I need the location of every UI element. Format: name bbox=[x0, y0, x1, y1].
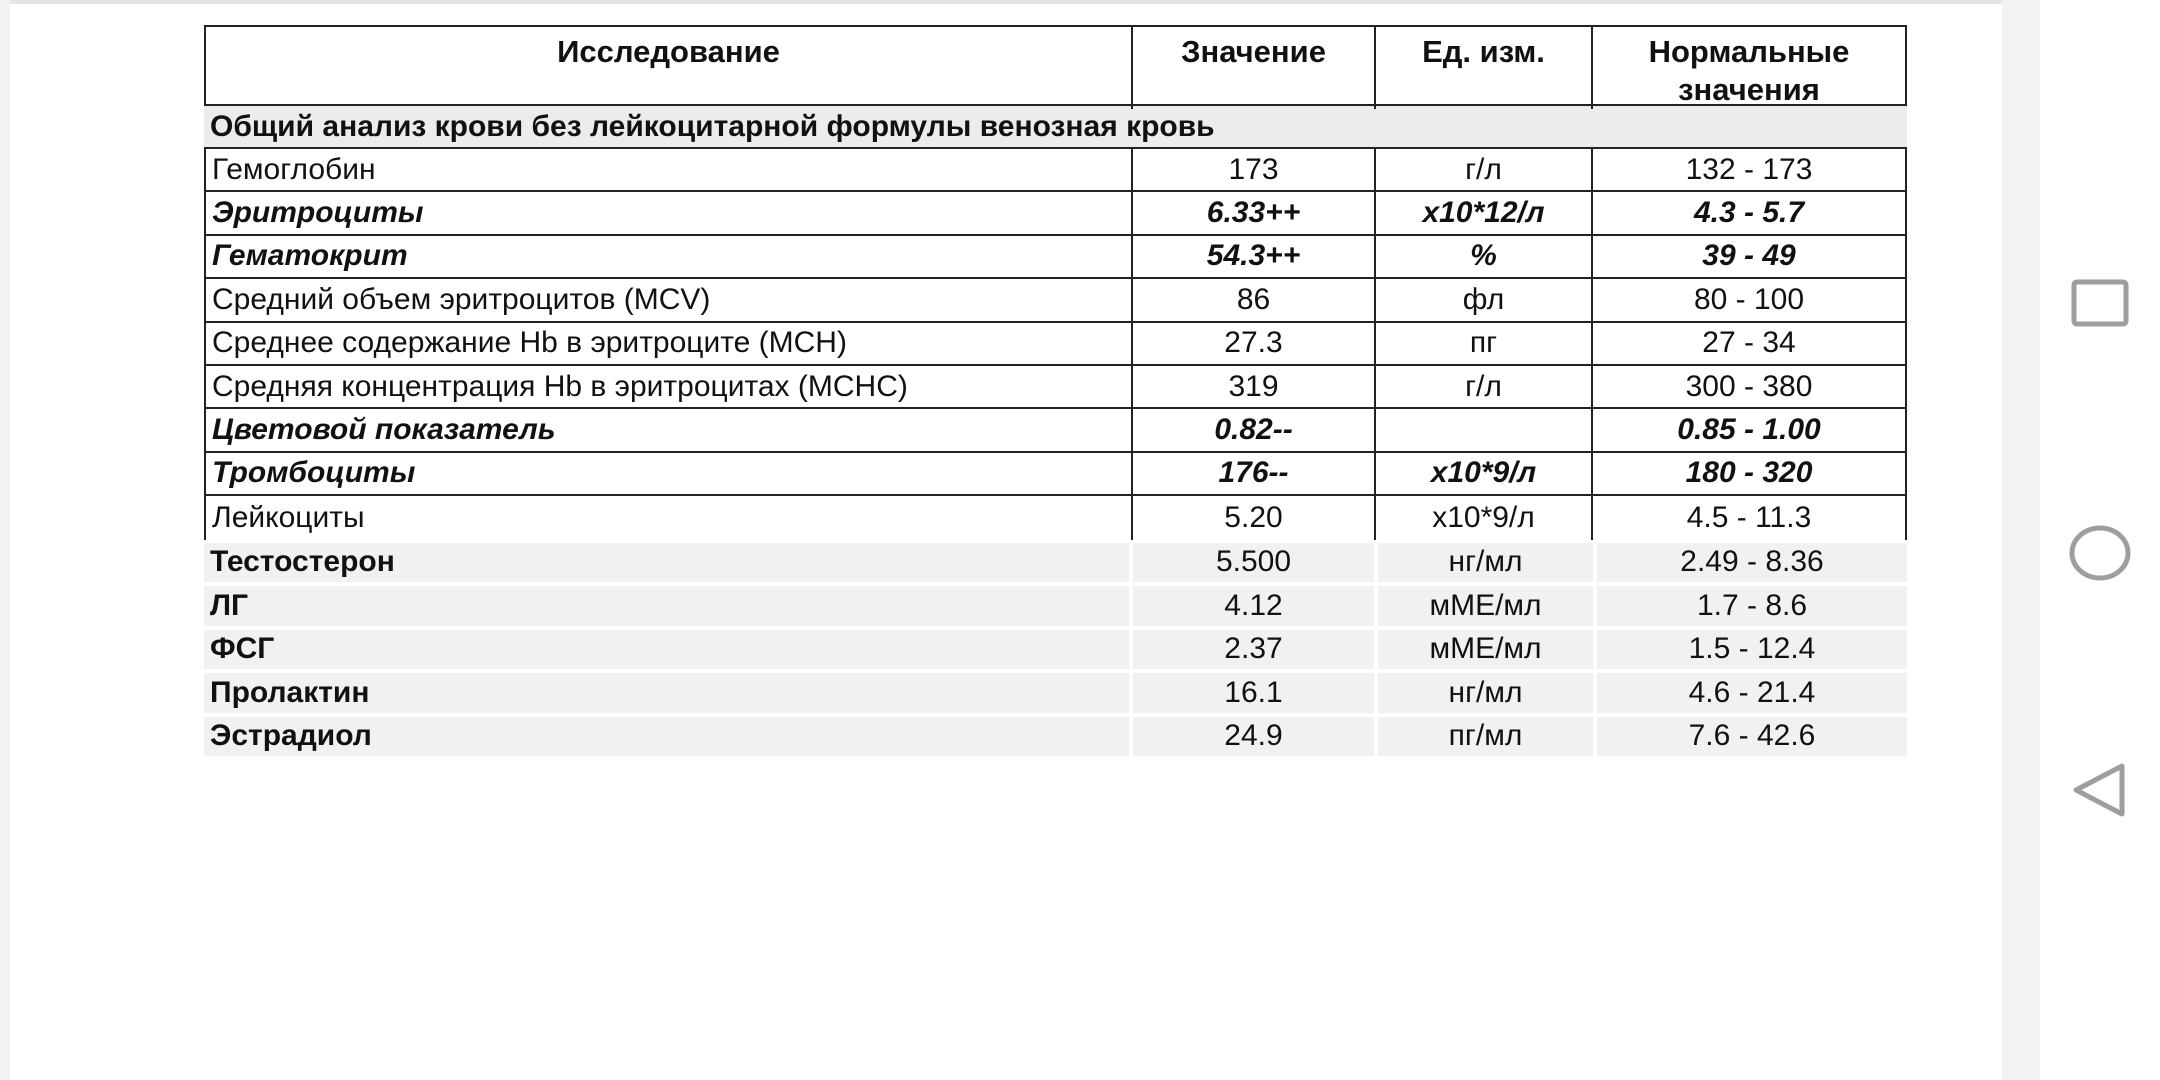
section-header: Общий анализ крови без лейкоцитарной формулы венозная кровь bbox=[204, 106, 1907, 149]
value-cell: 24.9 bbox=[1133, 717, 1374, 757]
header-test: Исследование bbox=[206, 27, 1133, 109]
back-triangle-icon bbox=[2069, 760, 2131, 820]
content-top-edge bbox=[0, 0, 2040, 4]
viewer-right-margin bbox=[2002, 0, 2040, 1080]
range-cell: 7.6 - 42.6 bbox=[1597, 717, 1907, 757]
range-cell: 300 - 380 bbox=[1685, 369, 1813, 403]
test-name-cell: Средний объем эритроцитов (MCV) bbox=[206, 279, 1133, 320]
value-cell: 2.37 bbox=[1133, 630, 1374, 670]
test-name-cell: Эстрадиол bbox=[204, 717, 1129, 757]
unit-cell: мМЕ/мл bbox=[1378, 630, 1593, 670]
unit-cell: x10*9/л bbox=[1376, 496, 1593, 539]
unit-cell: x10*12/л bbox=[1376, 192, 1593, 233]
back-button[interactable] bbox=[2040, 730, 2160, 850]
value-cell: 5.20 bbox=[1133, 496, 1376, 539]
test-name-cell: Среднее содержание Hb в эритроците (MCH) bbox=[206, 323, 1133, 364]
header-value: Значение bbox=[1133, 27, 1376, 109]
test-name-cell: Гемоглобин bbox=[206, 149, 1133, 190]
value-cell: 176-- bbox=[1133, 453, 1376, 494]
table-row bbox=[204, 236, 1907, 279]
range-cell: 0.85 - 1.00 bbox=[1677, 413, 1821, 447]
test-name-cell: ФСГ bbox=[204, 630, 1129, 670]
range-cell: 27 - 34 bbox=[1702, 326, 1796, 360]
value-cell: 54.3++ bbox=[1133, 236, 1376, 277]
table-row bbox=[204, 717, 1907, 757]
unit-cell: пг/мл bbox=[1378, 717, 1593, 757]
range-cell: 1.5 - 12.4 bbox=[1597, 630, 1907, 670]
value-cell: 319 bbox=[1133, 366, 1376, 407]
table-row bbox=[204, 586, 1907, 626]
unit-cell: % bbox=[1376, 236, 1593, 277]
range-cell: 132 - 173 bbox=[1685, 152, 1813, 186]
home-circle-icon bbox=[2067, 523, 2133, 583]
value-cell: 0.82-- bbox=[1133, 409, 1376, 450]
range-cell: 39 - 49 bbox=[1702, 239, 1796, 273]
test-name-cell: Лейкоциты bbox=[206, 496, 1133, 539]
unit-cell: г/л bbox=[1376, 149, 1593, 190]
test-name-cell: Тестостерон bbox=[204, 543, 1129, 583]
test-name-cell: Гематокрит bbox=[206, 236, 1133, 277]
viewer-left-margin bbox=[0, 0, 10, 1080]
value-cell: 27.3 bbox=[1133, 323, 1376, 364]
recents-square-icon bbox=[2068, 275, 2132, 331]
table-row bbox=[204, 149, 1907, 192]
range-cell: 4.6 - 21.4 bbox=[1597, 673, 1907, 713]
range-cell: 4.3 - 5.7 bbox=[1693, 196, 1805, 230]
value-cell: 16.1 bbox=[1133, 673, 1374, 713]
test-name-cell: ЛГ bbox=[204, 586, 1129, 626]
table-row bbox=[204, 366, 1907, 409]
recents-button[interactable] bbox=[2040, 243, 2160, 363]
home-button[interactable] bbox=[2040, 493, 2160, 613]
test-name-cell: Эритроциты bbox=[206, 192, 1133, 233]
table-row bbox=[204, 409, 1907, 452]
unit-cell: г/л bbox=[1376, 366, 1593, 407]
unit-cell: мМЕ/мл bbox=[1378, 586, 1593, 626]
table-row bbox=[204, 543, 1907, 583]
test-name-cell: Тромбоциты bbox=[206, 453, 1133, 494]
android-navigation-bar bbox=[2040, 0, 2160, 1080]
table-header-row bbox=[204, 25, 1907, 106]
value-cell: 5.500 bbox=[1133, 543, 1374, 583]
table-row bbox=[204, 496, 1907, 539]
header-units: Ед. изм. bbox=[1376, 27, 1593, 109]
table-row bbox=[204, 673, 1907, 713]
range-cell: 1.7 - 8.6 bbox=[1597, 586, 1907, 626]
range-cell: 80 - 100 bbox=[1693, 282, 1805, 316]
unit-cell: нг/мл bbox=[1378, 673, 1593, 713]
unit-cell: фл bbox=[1376, 279, 1593, 320]
test-name-cell: Цветовой показатель bbox=[206, 409, 1133, 450]
unit-cell: нг/мл bbox=[1378, 543, 1593, 583]
unit-cell: пг bbox=[1376, 323, 1593, 364]
header-normal-range: Нормальные значения bbox=[1648, 34, 1850, 107]
table-row bbox=[204, 279, 1907, 322]
table-row bbox=[204, 192, 1907, 235]
test-name-cell: Пролактин bbox=[204, 673, 1129, 713]
range-cell: 2.49 - 8.36 bbox=[1597, 543, 1907, 583]
table-row bbox=[204, 453, 1907, 496]
value-cell: 4.12 bbox=[1133, 586, 1374, 626]
value-cell: 173 bbox=[1133, 149, 1376, 190]
unit-cell: x10*9/л bbox=[1376, 453, 1593, 494]
range-cell: 4.5 - 11.3 bbox=[1686, 500, 1812, 534]
value-cell: 6.33++ bbox=[1133, 192, 1376, 233]
value-cell: 86 bbox=[1133, 279, 1376, 320]
test-name-cell: Средняя концентрация Hb в эритроцитах (MCHC) bbox=[206, 366, 1133, 407]
range-cell: 180 - 320 bbox=[1685, 456, 1813, 490]
table-body bbox=[204, 149, 1907, 756]
table-row bbox=[204, 323, 1907, 366]
lab-results-table bbox=[204, 25, 1907, 760]
table-row bbox=[204, 630, 1907, 670]
unit-cell bbox=[1376, 409, 1593, 450]
